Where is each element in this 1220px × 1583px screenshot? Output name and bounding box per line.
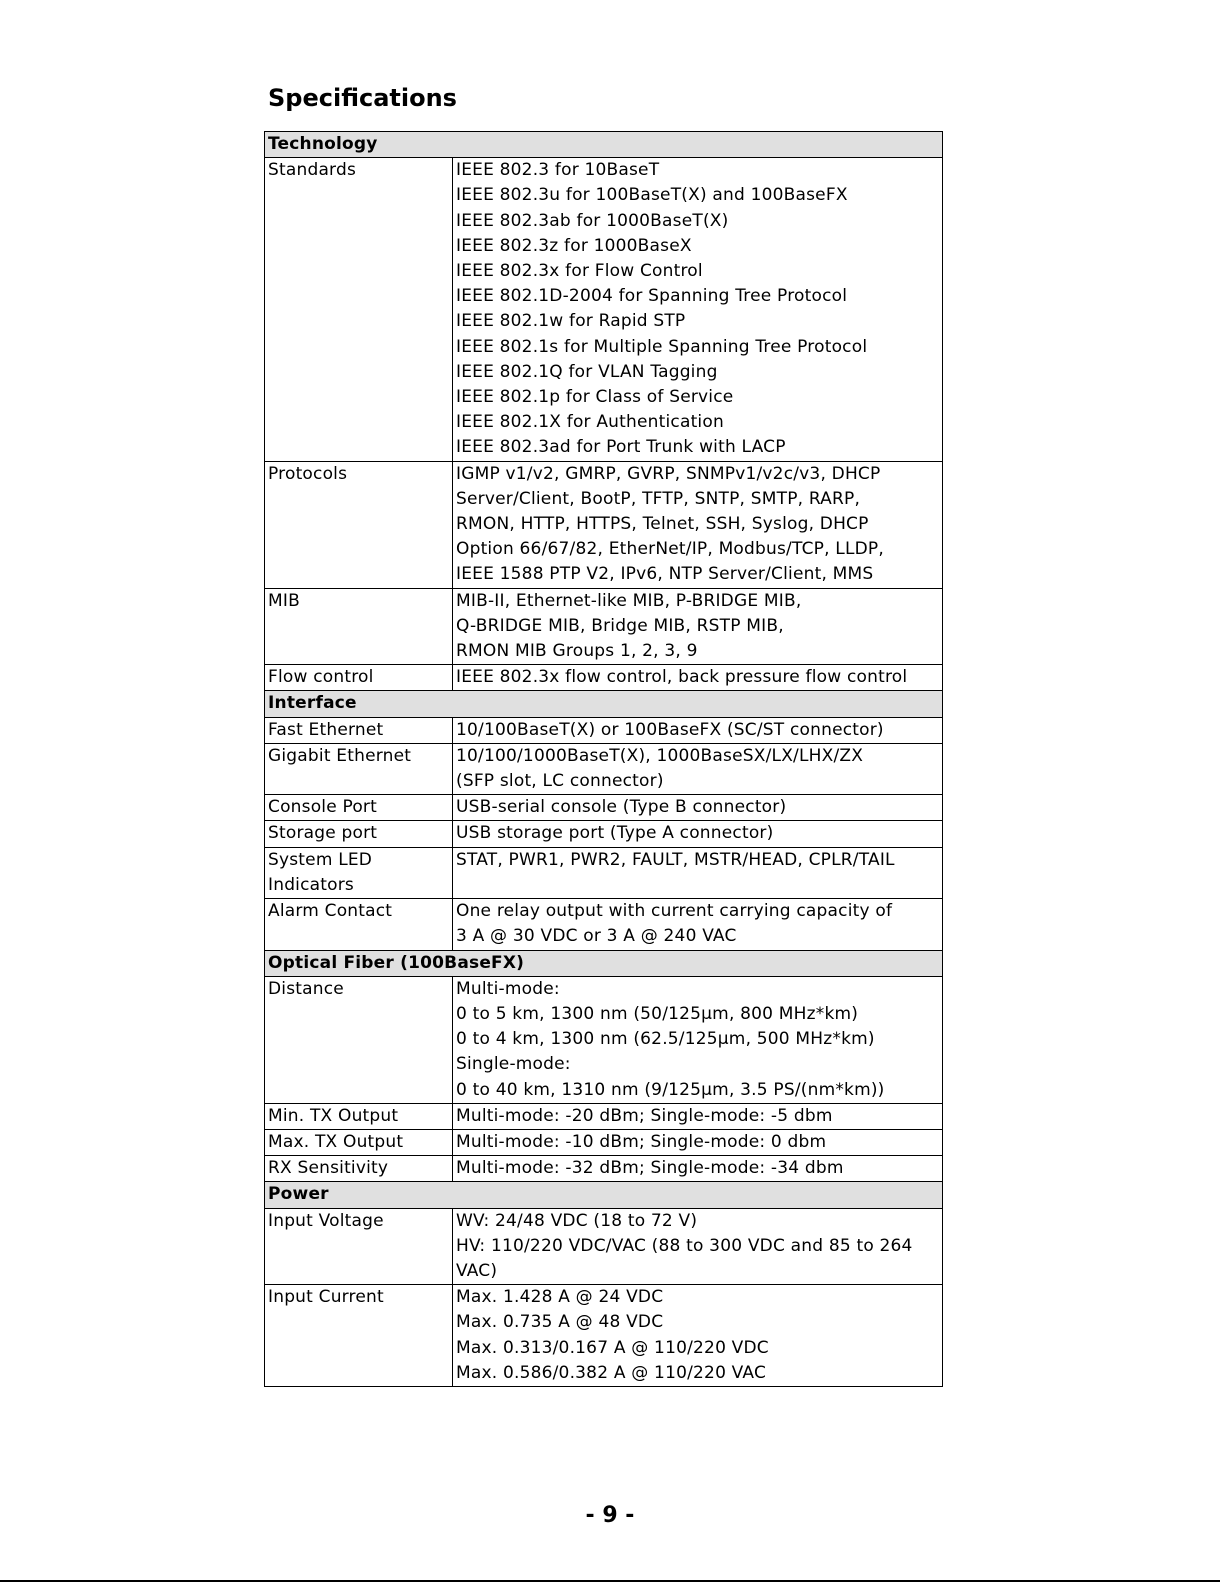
spec-value-line: RMON, HTTP, HTTPS, Telnet, SSH, Syslog, DHCP: [456, 514, 869, 535]
section-heading: Technology: [265, 132, 943, 158]
spec-label: [265, 717, 453, 743]
spec-value-line: USB-serial console (Type B connector): [456, 797, 787, 818]
spec-value-line: IEEE 802.1w for Rapid STP: [456, 311, 686, 332]
spec-label: [265, 1156, 453, 1182]
spec-row: [265, 1129, 943, 1155]
spec-label-line: RX Sensitivity: [268, 1158, 389, 1179]
spec-value-line: 0 to 5 km, 1300 nm (50/125µm, 800 MHz*km): [456, 1003, 859, 1024]
spec-value-line: (SFP slot, LC connector): [456, 771, 664, 792]
spec-label: [265, 1208, 453, 1285]
spec-value-line: 0 to 4 km, 1300 nm (62.5/125µm, 500 MHz*km): [456, 1029, 875, 1050]
spec-label-line: Alarm Contact: [268, 901, 393, 922]
page-title: Specifications: [268, 84, 457, 112]
spec-value: [453, 821, 943, 847]
spec-value-line: WV: 24/48 VDC (18 to 72 V): [456, 1210, 698, 1231]
spec-value-line: IEEE 802.3 for 10BaseT: [456, 160, 660, 181]
spec-value-line: Max. 0.586/0.382 A @ 110/220 VAC: [456, 1362, 767, 1383]
spec-row: [265, 665, 943, 691]
spec-value: [453, 1208, 943, 1285]
spec-label-line: Indicators: [268, 874, 354, 895]
section-header-row: [265, 691, 943, 717]
section-heading: Optical Fiber (100BaseFX): [265, 950, 943, 976]
spec-value-line: Max. 0.735 A @ 48 VDC: [456, 1312, 664, 1333]
spec-value: [453, 795, 943, 821]
page-number: - 9 -: [585, 1503, 635, 1528]
spec-value-line: Option 66/67/82, EtherNet/IP, Modbus/TCP, LLDP,: [456, 539, 884, 560]
spec-label-line: Standards: [268, 160, 356, 181]
spec-label-line: Min. TX Output: [268, 1105, 399, 1126]
spec-value: [453, 461, 943, 588]
spec-label-line: Input Voltage: [268, 1210, 384, 1231]
spec-row: [265, 1103, 943, 1129]
spec-value: [453, 665, 943, 691]
spec-value-line: Q-BRIDGE MIB, Bridge MIB, RSTP MIB,: [456, 615, 784, 636]
spec-label-line: Fast Ethernet: [268, 719, 384, 740]
spec-label-line: System LED: [268, 849, 373, 870]
spec-row: [265, 461, 943, 588]
spec-label-line: Max. TX Output: [268, 1131, 404, 1152]
spec-row: [265, 1285, 943, 1387]
spec-value-line: IEEE 802.3ab for 1000BaseT(X): [456, 210, 729, 231]
spec-value-line: Multi-mode: -10 dBm; Single-mode: 0 dbm: [456, 1131, 827, 1152]
spec-value: [453, 588, 943, 665]
spec-value-line: Multi-mode: -32 dBm; Single-mode: -34 dbm: [456, 1158, 844, 1179]
spec-value-line: HV: 110/220 VDC/VAC (88 to 300 VDC and 85 to 264: [456, 1235, 913, 1256]
spec-row: [265, 795, 943, 821]
spec-row: [265, 1208, 943, 1285]
section-header-row: [265, 1182, 943, 1208]
spec-value-line: IEEE 802.3u for 100BaseT(X) and 100BaseFX: [456, 185, 848, 206]
spec-label: [265, 1285, 453, 1387]
spec-value-line: 3 A @ 30 VDC or 3 A @ 240 VAC: [456, 926, 737, 947]
spec-row: [265, 899, 943, 950]
spec-label: [265, 821, 453, 847]
spec-value-line: Max. 1.428 A @ 24 VDC: [456, 1287, 664, 1308]
section-heading: Power: [265, 1182, 943, 1208]
section-heading: Interface: [265, 691, 943, 717]
spec-value-line: IEEE 1588 PTP V2, IPv6, NTP Server/Client, MMS: [456, 564, 874, 585]
spec-row: [265, 821, 943, 847]
spec-label: [265, 588, 453, 665]
spec-value: [453, 743, 943, 794]
spec-label-line: Distance: [268, 978, 344, 999]
spec-label-line: Storage port: [268, 823, 378, 844]
spec-label-line: Flow control: [268, 667, 374, 688]
spec-label-line: Gigabit Ethernet: [268, 745, 412, 766]
spec-label-line: Console Port: [268, 797, 377, 818]
spec-row: [265, 158, 943, 461]
section-header-row: [265, 950, 943, 976]
spec-value-line: IEEE 802.1s for Multiple Spanning Tree Protocol: [456, 336, 868, 357]
spec-row: [265, 743, 943, 794]
spec-value-line: One relay output with current carrying capacity of: [456, 901, 893, 922]
spec-value: [453, 899, 943, 950]
spec-value: [453, 158, 943, 461]
spec-value-line: RMON MIB Groups 1, 2, 3, 9: [456, 641, 698, 662]
specifications-table: [264, 131, 943, 1387]
spec-value-line: Server/Client, BootP, TFTP, SNTP, SMTP, RARP,: [456, 488, 861, 509]
spec-value-line: Max. 0.313/0.167 A @ 110/220 VDC: [456, 1337, 769, 1358]
spec-value-line: IEEE 802.3x for Flow Control: [456, 261, 703, 282]
spec-value-line: IEEE 802.3ad for Port Trunk with LACP: [456, 437, 786, 458]
spec-row: [265, 1156, 943, 1182]
spec-label: [265, 461, 453, 588]
spec-value-line: STAT, PWR1, PWR2, FAULT, MSTR/HEAD, CPLR/TAIL: [456, 849, 895, 870]
spec-label: [265, 665, 453, 691]
spec-value-line: Multi-mode:: [456, 978, 560, 999]
spec-label-line: Protocols: [268, 463, 348, 484]
spec-row: [265, 976, 943, 1103]
spec-label: [265, 743, 453, 794]
spec-value-line: USB storage port (Type A connector): [456, 823, 774, 844]
spec-row: [265, 588, 943, 665]
spec-label-line: Input Current: [268, 1287, 384, 1308]
spec-value: [453, 717, 943, 743]
spec-label: [265, 899, 453, 950]
spec-value-line: Single-mode:: [456, 1054, 571, 1075]
spec-value-line: 10/100BaseT(X) or 100BaseFX (SC/ST connector): [456, 719, 884, 740]
spec-value: [453, 976, 943, 1103]
spec-row: [265, 717, 943, 743]
spec-value-line: 0 to 40 km, 1310 nm (9/125µm, 3.5 PS/(nm*km)): [456, 1079, 885, 1100]
spec-label: [265, 847, 453, 898]
spec-value-line: IEEE 802.1Q for VLAN Tagging: [456, 361, 718, 382]
spec-value: [453, 847, 943, 898]
spec-row: [265, 847, 943, 898]
spec-value-line: VAC): [456, 1260, 498, 1281]
spec-value-line: Multi-mode: -20 dBm; Single-mode: -5 dbm: [456, 1105, 833, 1126]
spec-value-line: IEEE 802.3x flow control, back pressure flow control: [456, 667, 908, 688]
spec-label: [265, 1103, 453, 1129]
spec-value: [453, 1129, 943, 1155]
spec-value-line: IEEE 802.1X for Authentication: [456, 412, 724, 433]
spec-value-line: IEEE 802.1p for Class of Service: [456, 387, 734, 408]
section-header-row: [265, 132, 943, 158]
spec-label: [265, 158, 453, 461]
spec-label: [265, 795, 453, 821]
spec-value-line: MIB-II, Ethernet-like MIB, P-BRIDGE MIB,: [456, 590, 802, 611]
spec-value: [453, 1285, 943, 1387]
spec-label: [265, 1129, 453, 1155]
spec-label-line: MIB: [268, 590, 300, 611]
spec-value-line: IEEE 802.1D-2004 for Spanning Tree Protocol: [456, 286, 848, 307]
spec-value-line: IGMP v1/v2, GMRP, GVRP, SNMPv1/v2c/v3, DHCP: [456, 463, 881, 484]
page-bottom-rule: [0, 1580, 1220, 1582]
spec-value: [453, 1103, 943, 1129]
spec-value-line: 10/100/1000BaseT(X), 1000BaseSX/LX/LHX/ZX: [456, 745, 864, 766]
spec-value-line: IEEE 802.3z for 1000BaseX: [456, 235, 692, 256]
spec-label: [265, 976, 453, 1103]
spec-value: [453, 1156, 943, 1182]
